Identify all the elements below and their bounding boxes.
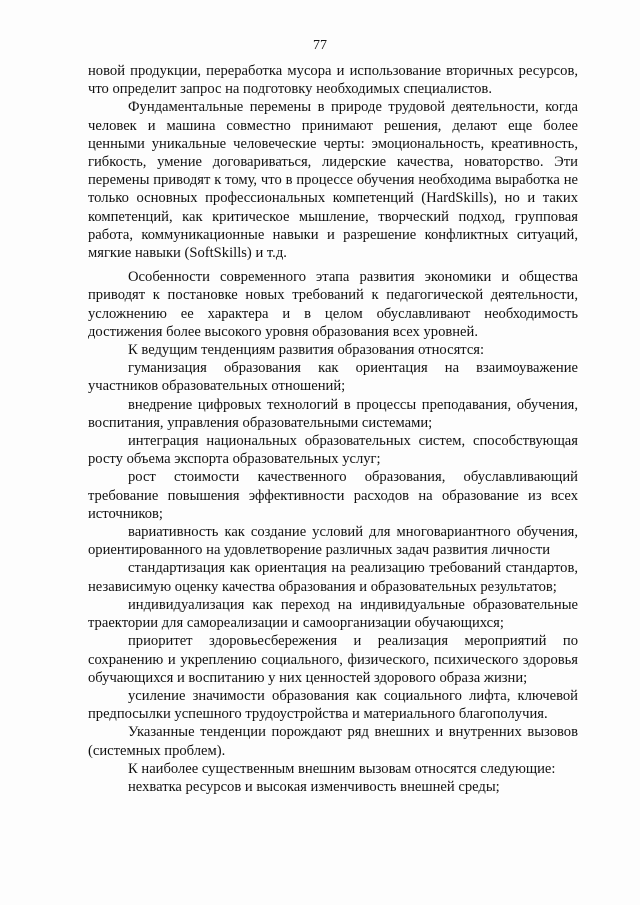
paragraph: К ведущим тенденциям развития образования относятся: [128, 342, 485, 359]
list-item: индивидуализация как переход на индивидуальные образовательные траектории для самореализации и самоорганизации обучающихся; [88, 596, 578, 632]
list-item: стандартизация как ориентация на реализацию требований стандартов, независимую оценку качества образования и образовательных результатов; [88, 560, 578, 595]
document-body [88, 62, 578, 796]
paragraph: новой продукции, переработка мусора и использование вторичных ресурсов, что определит запрос на подготовку необходимых специалистов. [88, 63, 578, 98]
paragraph: Указанные тенденции порождают ряд внешних и внутренних вызовов (системных проблем). [88, 724, 578, 759]
list-item: интеграция национальных образовательных систем, способствующая росту объема экспорта образовательных услуг; [88, 433, 578, 468]
paragraph: Особенности современного этапа развития экономики и общества приводят к постановке новых требований к педагогической деятельности, усложнению ее характера и в целом обуславливают необходимость достижения более высокого уровня образования всех уровней. [88, 269, 578, 340]
list-item: усиление значимости образования как социального лифта, ключевой предпосылки успешного трудоустройства и материального благополучия. [88, 687, 578, 723]
list-item: приоритет здоровьесбережения и реализация мероприятий по сохранению и укреплению социального, физического, психического здоровья обучающихся и воспитанию у них ценностей здорового образа жизни; [88, 633, 578, 686]
page-number: 77 [313, 38, 327, 53]
list-item: нехватка ресурсов и высокая изменчивость внешней среды; [128, 778, 500, 795]
paragraph: К наиболее существенным внешним вызовам относятся следующие: [128, 760, 556, 777]
paragraph: Фундаментальные перемены в природе трудовой деятельности, когда человек и машина совместно принимают решения, делают еще более ценными уникальные человеческие черты: эмоциональность, креативность, гибкость, умение договариваться, лидерские качества, новаторство. Эти перемены приводят к тому, что в процессе обучения необходима выработка не только основных профессиональных компетенций (HardSkills), но и таких компетенций, как критическое мышление, творческий подход, групповая работа, коммуникационные навыки и разрешение конфликтных ситуаций, мягкие навыки (SoftSkills) и т.д. [88, 99, 578, 262]
list-item: гуманизация образования как ориентация на взаимоуважение участников образовательных отношений; [88, 360, 578, 395]
list-item: вариативность как создание условий для многовариантного обучения, ориентированного на удовлетворение различных задач развития личности [88, 524, 578, 559]
list-item: рост стоимости качественного образования, обуславливающий требование повышения эффективности расходов на образование из всех источников; [88, 469, 578, 522]
list-item: внедрение цифровых технологий в процессы преподавания, обучения, воспитания, управления образовательными системами; [88, 396, 578, 431]
